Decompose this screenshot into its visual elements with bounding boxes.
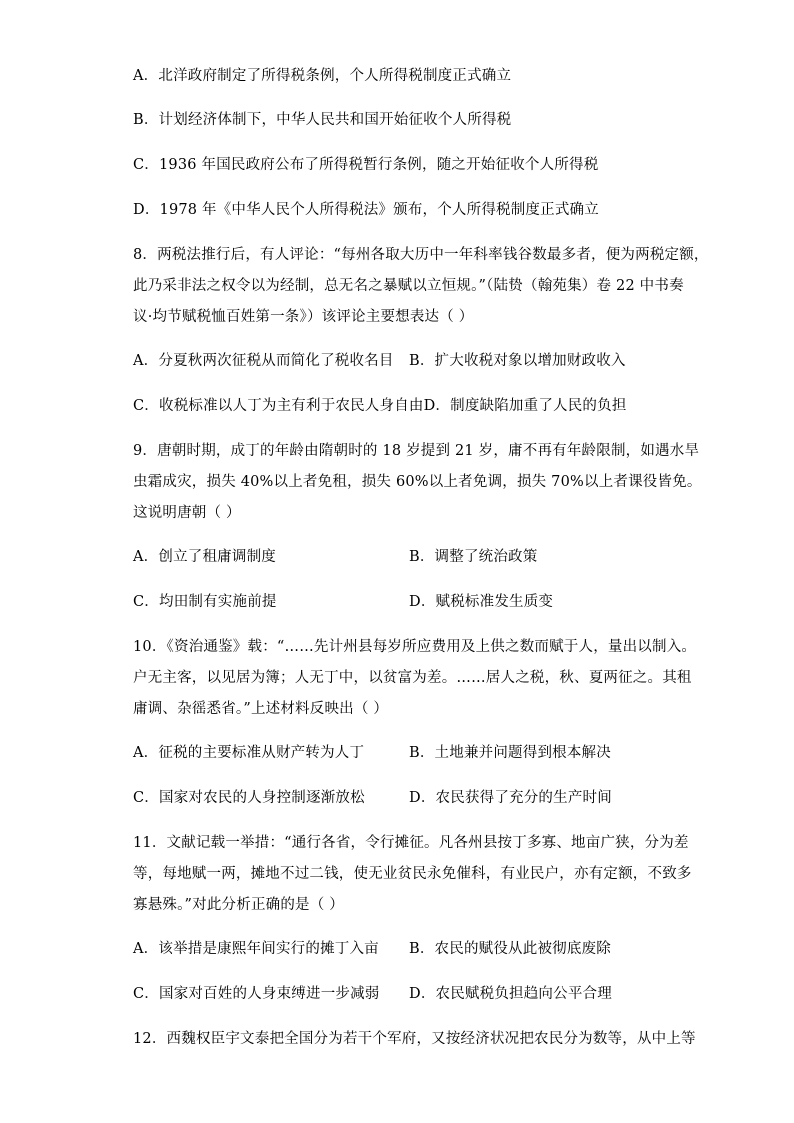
q10-option-c: C．国家对农民的人身控制逐渐放松 bbox=[133, 790, 365, 806]
q11-stem-line-2: 等，每地赋一两，摊地不过二钱，使无业贫民永免催科，有业民户，亦有定额，不致多 bbox=[133, 866, 692, 882]
q11-stem-line-1: 11．文献记载一举措：“通行各省，令行摊征。凡各州县按丁多寡、地亩广狭，分为差 bbox=[133, 835, 689, 851]
q12-stem-line-1: 12．西魏权臣宇文泰把全国分为若干个军府，又按经济状况把农民分为数等，从中上等 bbox=[133, 1031, 696, 1047]
q9-option-d: D．赋税标准发生质变 bbox=[409, 594, 554, 610]
q11-option-c: C．国家对百姓的人身束缚进一步减弱 bbox=[133, 986, 380, 1002]
q7-option-c: C．1936 年国民政府公布了所得税暂行条例，随之开始征收个人所得税 bbox=[133, 157, 599, 173]
q10-option-b: B．土地兼并问题得到根本解决 bbox=[409, 745, 611, 761]
q8-option-c-d: C．收税标准以人丁为主有利于农民人身自由D．制度缺陷加重了人民的负担 bbox=[133, 398, 627, 414]
q11-stem-line-3: 寡悬殊。”对此分析正确的是（ ） bbox=[133, 897, 344, 913]
q8-option-b: B．扩大收税对象以增加财政收入 bbox=[409, 353, 626, 369]
q9-stem-line-1: 9．唐朝时期，成丁的年龄由隋朝时的 18 岁提到 21 岁，庸不再有年龄限制，如遇水旱 bbox=[133, 443, 700, 459]
q8-stem-line-1: 8．两税法推行后，有人评论：“每州各取大历中一年科率钱谷数最多者，便为两税定额， bbox=[133, 247, 709, 263]
q9-option-c: C．均田制有实施前提 bbox=[133, 594, 277, 610]
q10-stem-line-2: 户无主客，以见居为簿；人无丁中，以贫富为差。……居人之税，秋、夏两征之。其租 bbox=[133, 670, 692, 686]
q9-stem-line-3: 这说明唐朝（ ） bbox=[133, 505, 241, 521]
q7-option-a: A．北洋政府制定了所得税条例，个人所得税制度正式确立 bbox=[133, 68, 512, 84]
q7-option-b: B．计划经济体制下，中华人民共和国开始征收个人所得税 bbox=[133, 112, 512, 128]
q11-option-d: D．农民赋税负担趋向公平合理 bbox=[409, 986, 612, 1002]
q11-option-b: B．农民的赋役从此被彻底废除 bbox=[409, 941, 611, 957]
q9-stem-line-2: 虫霜成灾，损失 40%以上者免租，损失 60%以上者免调，损失 70%以上者课役皆免。 bbox=[133, 474, 702, 490]
q10-stem-line-3: 庸调、杂徭悉省。”上述材料反映出（ ） bbox=[133, 701, 389, 717]
q10-option-a: A．征税的主要标准从财产转为人丁 bbox=[133, 745, 365, 761]
q10-option-d: D．农民获得了充分的生产时间 bbox=[409, 790, 612, 806]
q7-option-d: D．1978 年《中华人民个人所得税法》颁布，个人所得税制度正式确立 bbox=[133, 202, 599, 218]
q11-option-a: A．该举措是康熙年间实行的摊丁入亩 bbox=[133, 941, 379, 957]
q8-option-a: A．分夏秋两次征税从而简化了税收名目 bbox=[133, 353, 394, 369]
q8-stem-line-2: 此乃采非法之权令以为经制，总无名之暴赋以立恒规。”（陆贽（翰苑集）卷 22 中书奏 bbox=[133, 278, 684, 294]
q9-option-a: A．创立了租庸调制度 bbox=[133, 549, 276, 565]
q8-stem-line-3: 议·均节赋税恤百姓第一条》）该评论主要想表达（ ） bbox=[133, 309, 474, 325]
q10-stem-line-1: 10．《资治通鉴》载：“……先计州县每岁所应费用及上供之数而赋于人，量出以制入。 bbox=[133, 639, 697, 655]
q9-option-b: B．调整了统治政策 bbox=[409, 549, 538, 565]
